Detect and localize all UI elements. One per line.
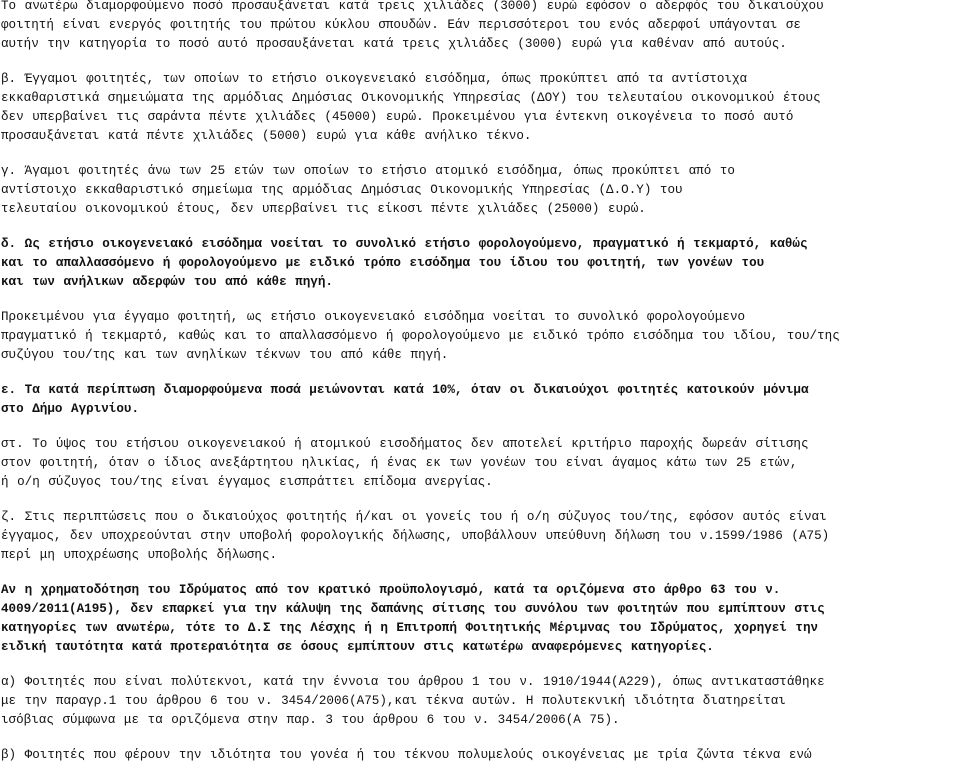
text-line: προσαυξάνεται κατά πέντε χιλιάδες (5000) ευρώ για κάθε ανήλικο τέκνο. [1,129,532,143]
text-line: τελευταίου οικονομικού έτους, δεν υπερβαίνει τις είκοσι πέντε χιλιάδες (25000) ευρώ. [1,202,646,216]
text-line: με την παραγρ.1 του άρθρου 6 του ν. 3454/2006(Α75),και τέκνα αυτών. Η πολυτεκνική ιδιότητα διατηρείται [1,694,786,708]
text-line: εκκαθαριστικά σημειώματα της αρμόδιας Δημόσιας Οικονομικής Υπηρεσίας (ΔΟΥ) του τελευταίου οικονομικού έτους [1,91,821,105]
text-line: Το ανωτέρω διαμορφούμενο ποσό προσαυξάνεται κατά τρεις χιλιάδες (3000) ευρώ εφόσον ο αδερφός του δικαιούχου [1,0,824,13]
text-line: περί μη υποχρέωσης υποβολής δήλωσης. [1,548,278,562]
text-line: ισόβιας σύμφωνα με τα οριζόμενα στην παρ. 3 του άρθρου 6 του ν. 3454/2006(Α 75). [1,713,620,727]
text-line: και των ανήλικων αδερφών του από κάθε πηγή. [1,275,333,289]
paragraph-intro [1,0,960,54]
paragraph-st [1,435,960,492]
paragraph-zeta [1,508,960,565]
text-line: ή ο/η σύζυγος του/της είναι έγγαμος εισπράττει επίδομα ανεργίας. [1,475,493,489]
paragraph-beta [1,70,960,146]
paragraph-delta [1,235,960,292]
text-line: δεν υπερβαίνει τις σαράντα πέντε χιλιάδες (45000) ευρώ. Προκειμένου για έντεκνη οικογένεια το ποσό αυτό [1,110,794,124]
paragraph-beta2 [1,746,960,765]
text-line: κατηγορίες των ανωτέρω, τότε το Δ.Σ της Λέσχης ή η Επιτροπή Φοιτητικής Μέριμνας του Ιδρύματος, χορηγεί την [1,621,819,635]
text-line: ζ. Στις περιπτώσεις που ο δικαιούχος φοιτητής ή/και οι γονείς του ή ο/η σύζυγος του/της, εφόσον αυτός είναι [1,510,827,524]
text-line: Προκειμένου για έγγαμο φοιτητή, ως ετήσιο οικογενειακό εισόδημα νοείται το συνολικό φορολογούμενο [1,310,746,324]
text-line: έγγαμος, δεν υποχρεούνται στην υποβολή φορολογικής δήλωσης, υποβάλλουν υπεύθυνη δήλωση του ν.1599/1986 (Α75) [1,529,830,543]
text-line: δ. Ως ετήσιο οικογενειακό εισόδημα νοείται το συνολικό ετήσιο φορολογούμενο, πραγματικό ή τεκμαρτό, καθώς [1,237,808,251]
text-line: αυτήν την κατηγορία το ποσό αυτό προσαυξάνεται κατά τρεις χιλιάδες (3000) ευρώ για καθέναν από αυτούς. [1,37,787,51]
text-line: 4009/2011(Α195), δεν επαρκεί για την κάλυψη της δαπάνης σίτισης του συνόλου των φοιτητών που εμπίπτουν στις [1,602,825,616]
text-line: α) Φοιτητές που είναι πολύτεκνοι, κατά την έννοια του άρθρου 1 του ν. 1910/1944(Α229), όπως αντικαταστάθηκε [1,675,825,689]
text-line: ε. Τα κατά περίπτωση διαμορφούμενα ποσά μειώνονται κατά 10%, όταν οι δικαιούχοι φοιτητές κατοικούν μόνιμα [1,383,809,397]
text-line: στ. Το ύψος του ετήσιου οικογενειακού ή ατομικού εισοδήματος δεν αποτελεί κριτήριο παροχής δωρεάν σίτισης [1,437,809,451]
text-line: στο Δήμο Αγρινίου. [1,402,140,416]
text-line: πραγματικό ή τεκμαρτό, καθώς και το απαλλασσόμενο ή φορολογούμενο με ειδικό τρόπο εισόδημα του ιδίου, του/της [1,329,840,343]
paragraph-married [1,308,960,365]
text-line: γ. Άγαμοι φοιτητές άνω των 25 ετών των οποίων το ετήσιο ατομικό εισόδημα, όπως προκύπτει από το [1,164,735,178]
paragraph-funding [1,581,960,657]
text-line: στον φοιτητή, όταν ο ίδιος ανεξάρτητου ηλικίας, ή ένας εκ των γονέων του είναι άγαμος κάτω των 25 ετών, [1,456,798,470]
text-line: αντίστοιχο εκκαθαριστικό σημείωμα της αρμόδιας Δημόσιας Οικονομικής Υπηρεσίας (Δ.Ο.Υ) του [1,183,683,197]
text-line: και το απαλλασσόμενο ή φορολογούμενο με ειδικό τρόπο εισόδημα του ίδιου του φοιτητή, των γονέων του [1,256,765,270]
paragraph-gamma [1,162,960,219]
text-line: β) Φοιτητές που φέρουν την ιδιότητα του γονέα ή του τέκνου πολυμελούς οικογένειας με τρία ζώντα τέκνα ενώ [1,748,812,762]
text-line: φοιτητή είναι ενεργός φοιτητής του πρώτου κύκλου σπουδών. Εάν περισσότεροι του ενός αδερφοί υπάγονται σε [1,18,801,32]
text-line: συζύγου του/της και των ανηλίκων τέκνων του από κάθε πηγή. [1,348,449,362]
paragraph-alpha [1,673,960,730]
text-line: β. Έγγαμοι φοιτητές, των οποίων το ετήσιο οικογενειακό εισόδημα, όπως προκύπτει από τα αντίστοιχα [1,72,748,86]
text-line: ειδική ταυτότητα κατά προτεραιότητα σε όσους εμπίπτουν στις κατωτέρω αναφερόμενες κατηγορίες. [1,640,714,654]
paragraph-epsilon [1,381,960,419]
text-line: Αν η χρηματοδότηση του Ιδρύματος από τον κρατικό προϋπολογισμό, κατά τα οριζόμενα στο άρθρο 63 του ν. [1,583,781,597]
